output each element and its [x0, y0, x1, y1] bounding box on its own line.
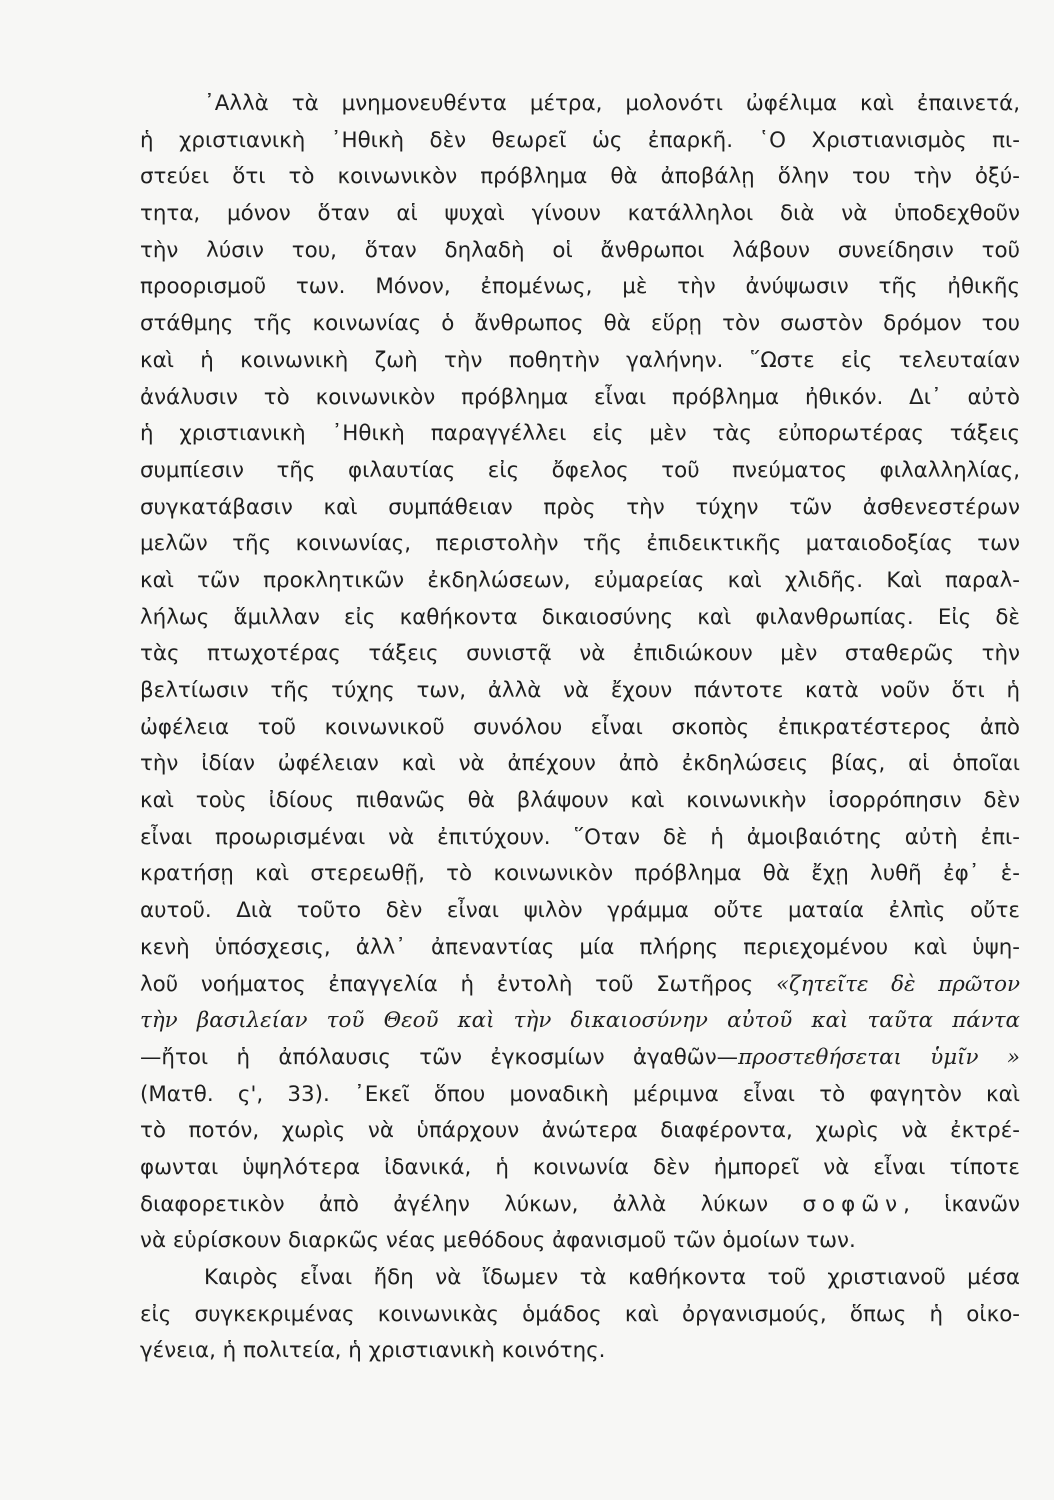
paragraph-1-line-28: (Ματθ. ς', 33). ᾿Εκεῖ ὅπου μοναδικὴ μέριμνα εἶναι τὸ φαγητὸν καὶ	[140, 1081, 1020, 1107]
paragraph-1-line-29: τὸ ποτόν, χωρὶς νὰ ὑπάρχουν ἀνώτερα διαφέροντα, χωρὶς νὰ ἐκτρέ-	[140, 1118, 1020, 1144]
paragraph-1-line-13: μελῶν τῆς κοινωνίας, περιστολὴν τῆς ἐπιδεικτικῆς ματαιοδοξίας των	[140, 531, 1020, 557]
paragraph-1-line-22: κρατήσῃ καὶ στερεωθῇ, τὸ κοινωνικὸν πρόβλημα θὰ ἔχῃ λυθῆ ἐφ᾿ ἑ-	[140, 861, 1020, 887]
scripture-quote-end: προστεθήσεται ὑμῖν »	[738, 1044, 1020, 1070]
line-31-text-before: διαφορετικὸν ἀπὸ ἀγέλην λύκων, ἀλλὰ λύκων	[140, 1191, 803, 1217]
scripture-quote-middle: τὴν βασιλείαν τοῦ Θεοῦ καὶ τὴν δικαιοσύνην αὐτοῦ καὶ ταῦτα πάντα	[140, 1008, 1020, 1034]
paragraph-1-line-15: λήλως ἅμιλλαν εἰς καθήκοντα δικαιοσύνης καὶ φιλανθρωπίας. Εἰς δὲ	[140, 604, 1020, 630]
paragraph-1-line-23: αυτοῦ. Διὰ τοῦτο δὲν εἶναι ψιλὸν γράμμα οὔτε ματαία ἐλπὶς οὔτε	[140, 898, 1020, 924]
paragraph-1-line-27	[140, 1040, 1020, 1077]
spaced-emphasis: σοφῶν	[802, 1191, 904, 1217]
paragraph-2-line-2: εἰς συγκεκριμένας κοινωνικὰς ὁμάδος καὶ ὀργανισμούς, ὅπως ἡ οἰκο-	[140, 1301, 1020, 1327]
paragraph-1-line-11: συμπίεσιν τῆς φιλαυτίας εἰς ὄφελος τοῦ πνεύματος φιλαλληλίας,	[140, 457, 1020, 483]
paragraph-1-line-25	[140, 967, 1020, 1004]
paragraph-1-line-26	[140, 1003, 1020, 1040]
paragraph-2-line-3: γένεια, ἡ πολιτεία, ἡ χριστιανικὴ κοινότης.	[140, 1338, 606, 1364]
paragraph-1-line-30: φωνται ὑψηλότερα ἰδανικά, ἡ κοινωνία δὲν ἠμπορεῖ νὰ εἶναι τίποτε	[140, 1154, 1020, 1180]
paragraph-1-line-31	[140, 1187, 1020, 1224]
paragraph-1-line-7: στάθμης τῆς κοινωνίας ὁ ἄνθρωπος θὰ εὕρῃ τὸν σωστὸν δρόμον του	[140, 311, 1020, 337]
paragraph-1-line-12: συγκατάβασιν καὶ συμπάθειαν πρὸς τὴν τύχην τῶν ἀσθενεστέρων	[140, 494, 1020, 520]
line-27-text: —ἤτοι ἡ ἀπόλαυσις τῶν ἐγκοσμίων ἀγαθῶν—	[140, 1044, 739, 1070]
paragraph-1-line-32: νὰ εὑρίσκουν διαρκῶς νέας μεθόδους ἀφανισμοῦ τῶν ὁμοίων των.	[140, 1228, 856, 1254]
paragraph-1-line-14: καὶ τῶν προκλητικῶν ἐκδηλώσεων, εὐμαρείας καὶ χλιδῆς. Καὶ παραλ-	[140, 567, 1020, 593]
paragraph-1-line-10: ἡ χριστιανικὴ ᾿Ηθικὴ παραγγέλλει εἰς μὲν τὰς εὐπορωτέρας τάξεις	[140, 421, 1020, 447]
paragraph-1-line-19: τὴν ἰδίαν ὠφέλειαν καὶ νὰ ἀπέχουν ἀπὸ ἐκδηλώσεις βίας, αἱ ὁποῖαι	[140, 751, 1020, 777]
scripture-quote-start: «ζητεῖτε δὲ πρῶτον	[775, 971, 1020, 997]
paragraph-2-line-1: Καιρὸς εἶναι ἤδη νὰ ἴδωμεν τὰ καθήκοντα τοῦ χριστιανοῦ μέσα	[204, 1265, 1020, 1290]
line-31-text-after: , ἱκανῶν	[903, 1191, 1020, 1217]
paragraph-1-line-17: βελτίωσιν τῆς τύχης των, ἀλλὰ νὰ ἔχουν πάντοτε κατὰ νοῦν ὅτι ἡ	[140, 678, 1020, 703]
paragraph-1-line-9: ἀνάλυσιν τὸ κοινωνικὸν πρόβλημα εἶναι πρόβλημα ἠθικόν. Δι᾿ αὐτὸ	[140, 384, 1020, 410]
line-25-text: λοῦ νοήματος ἐπαγγελία ἡ ἐντολὴ τοῦ Σωτῆρος	[140, 971, 776, 997]
paragraph-1-line-2: ἡ χριστιανικὴ ᾿Ηθικὴ δὲν θεωρεῖ ὡς ἐπαρκῆ. ῾Ο Χριστιανισμὸς πι-	[140, 127, 1020, 153]
paragraph-1-line-8: καὶ ἡ κοινωνικὴ ζωὴ τὴν ποθητὴν γαλήνην. ῞Ωστε εἰς τελευταίαν	[140, 347, 1020, 373]
paragraph-1-line-5: τὴν λύσιν του, ὅταν δηλαδὴ οἱ ἄνθρωποι λάβουν συνείδησιν τοῦ	[140, 237, 1020, 263]
paragraph-1-line-18: ὠφέλεια τοῦ κοινωνικοῦ συνόλου εἶναι σκοπὸς ἐπικρατέστερος ἀπὸ	[140, 714, 1020, 740]
body-text	[140, 86, 1020, 1370]
paragraph-1-line-1: ᾿Αλλὰ τὰ μνημονευθέντα μέτρα, μολονότι ὠφέλιμα καὶ ἐπαινετά,	[204, 91, 1020, 116]
paragraph-1-line-3: στεύει ὅτι τὸ κοινωνικὸν πρόβλημα θὰ ἀποβάλῃ ὅλην του τὴν ὀξύ-	[140, 164, 1020, 190]
paragraph-1-line-4: τητα, μόνον ὅταν αἱ ψυχαὶ γίνουν κατάλληλοι διὰ νὰ ὑποδεχθοῦν	[140, 201, 1020, 227]
paragraph-1-line-24: κενὴ ὑπόσχεσις, ἀλλ᾿ ἀπεναντίας μία πλήρης περιεχομένου καὶ ὑψη-	[140, 934, 1020, 960]
paragraph-1-line-6: προορισμοῦ των. Μόνον, ἐπομένως, μὲ τὴν ἀνύψωσιν τῆς ἠθικῆς	[140, 274, 1020, 300]
paragraph-1-line-16: τὰς πτωχοτέρας τάξεις συνιστᾷ νὰ ἐπιδιώκουν μὲν σταθερῶς τὴν	[140, 641, 1020, 667]
paragraph-1-line-20: καὶ τοὺς ἰδίους πιθανῶς θὰ βλάψουν καὶ κοινωνικὴν ἰσορρόπησιν δὲν	[140, 788, 1020, 814]
paragraph-1-line-21: εἶναι προωρισμέναι νὰ ἐπιτύχουν. ῞Οταν δὲ ἡ ἀμοιβαιότης αὐτὴ ἐπι-	[140, 824, 1020, 850]
